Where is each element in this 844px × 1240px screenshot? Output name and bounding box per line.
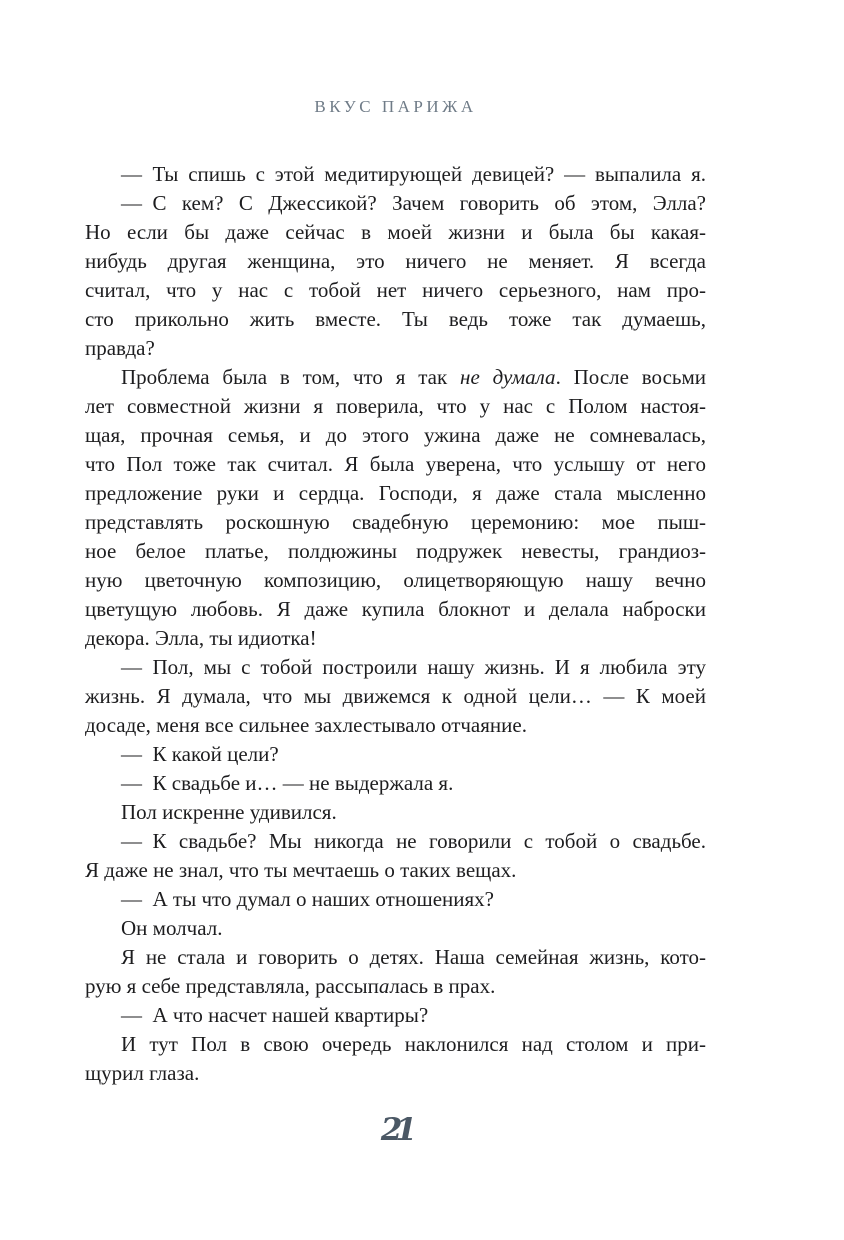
text-segment: . После восьми (555, 365, 706, 389)
text-segment: досаде, меня все сильнее захлестывало отчаяние. (85, 713, 527, 737)
page-text (85, 160, 706, 1088)
text-line (85, 450, 706, 479)
text-segment: — К какой цели? (121, 742, 279, 766)
italic-text: не думала (460, 365, 556, 389)
text-segment: ное белое платье, полдюжины подружек невесты, грандиоз- (85, 539, 706, 563)
text-line (85, 769, 706, 798)
running-header: ВКУС ПАРИЖА (314, 97, 477, 116)
text-line (85, 537, 706, 566)
text-line (85, 1059, 706, 1088)
italic-text: а (378, 974, 390, 998)
text-line (85, 1030, 706, 1059)
text-line (85, 624, 706, 653)
text-line (85, 363, 706, 392)
text-line (85, 653, 706, 682)
text-segment: щурил глаза. (85, 1061, 200, 1085)
text-segment: — Пол, мы с тобой построили нашу жизнь. И я любила эту (121, 655, 706, 679)
text-line (85, 943, 706, 972)
text-line (85, 189, 706, 218)
text-segment: представлять роскошную свадебную церемонию: мое пыш- (85, 510, 706, 534)
text-segment: Он молчал. (121, 916, 223, 940)
text-line (85, 885, 706, 914)
text-line (85, 508, 706, 537)
page-number: 21 (380, 1112, 411, 1148)
text-segment: предложение руки и сердца. Господи, я даже стала мысленно (85, 481, 706, 505)
text-segment: декора. Элла, ты идиотка! (85, 626, 317, 650)
text-segment: считал, что у нас с тобой нет ничего серьезного, нам про- (85, 278, 706, 302)
text-segment: правда? (85, 336, 155, 360)
text-line (85, 972, 706, 1001)
text-line (85, 247, 706, 276)
text-segment: — К свадьбе и… — не выдержала я. (121, 771, 454, 795)
text-segment: ную цветочную композицию, олицетворяющую нашу вечно (85, 568, 706, 592)
text-segment: Но если бы даже сейчас в моей жизни и была бы какая- (85, 220, 706, 244)
text-line (85, 682, 706, 711)
text-line (85, 276, 706, 305)
text-segment: — А ты что думал о наших отношениях? (121, 887, 495, 911)
text-segment: лась в прах. (389, 974, 496, 998)
text-line (85, 334, 706, 363)
text-line (85, 595, 706, 624)
text-line (85, 1001, 706, 1030)
text-segment: Я не стала и говорить о детях. Наша семейная жизнь, кото- (121, 945, 706, 969)
text-line (85, 305, 706, 334)
text-segment: — С кем? С Джессикой? Зачем говорить об этом, Элла? (121, 191, 706, 215)
text-segment: И тут Пол в свою очередь наклонился над столом и при- (121, 1032, 706, 1056)
text-line (85, 914, 706, 943)
text-segment: что Пол тоже так считал. Я была уверена, что услышу от него (85, 452, 706, 476)
text-segment: лет совместной жизни я поверила, что у нас с Полом настоя- (85, 394, 706, 418)
text-line (85, 421, 706, 450)
text-line (85, 798, 706, 827)
text-line (85, 856, 706, 885)
text-line (85, 711, 706, 740)
text-segment: Проблема была в том, что я так (121, 365, 461, 389)
text-segment: — А что насчет нашей квартиры? (121, 1003, 429, 1027)
text-segment: щая, прочная семья, и до этого ужина даже не сомневалась, (85, 423, 706, 447)
text-segment: рую я себе представляла, рассып (85, 974, 379, 998)
text-segment: Я даже не знал, что ты мечтаешь о таких вещах. (85, 858, 517, 882)
text-line (85, 218, 706, 247)
text-segment: нибудь другая женщина, это ничего не меняет. Я всегда (85, 249, 706, 273)
text-segment: Пол искренне удивился. (121, 800, 337, 824)
text-line (85, 160, 706, 189)
text-segment: цветущую любовь. Я даже купила блокнот и делала наброски (85, 597, 706, 621)
text-line (85, 740, 706, 769)
text-line (85, 827, 706, 856)
text-segment: — Ты спишь с этой медитирующей девицей? — выпалила я. (121, 162, 706, 186)
text-segment: — К свадьбе? Мы никогда не говорили с тобой о свадьбе. (121, 829, 706, 853)
text-segment: сто прикольно жить вместе. Ты ведь тоже так думаешь, (85, 307, 706, 331)
text-segment: жизнь. Я думала, что мы движемся к одной цели… — К моей (85, 684, 706, 708)
text-line (85, 479, 706, 508)
text-line (85, 392, 706, 421)
text-line (85, 566, 706, 595)
